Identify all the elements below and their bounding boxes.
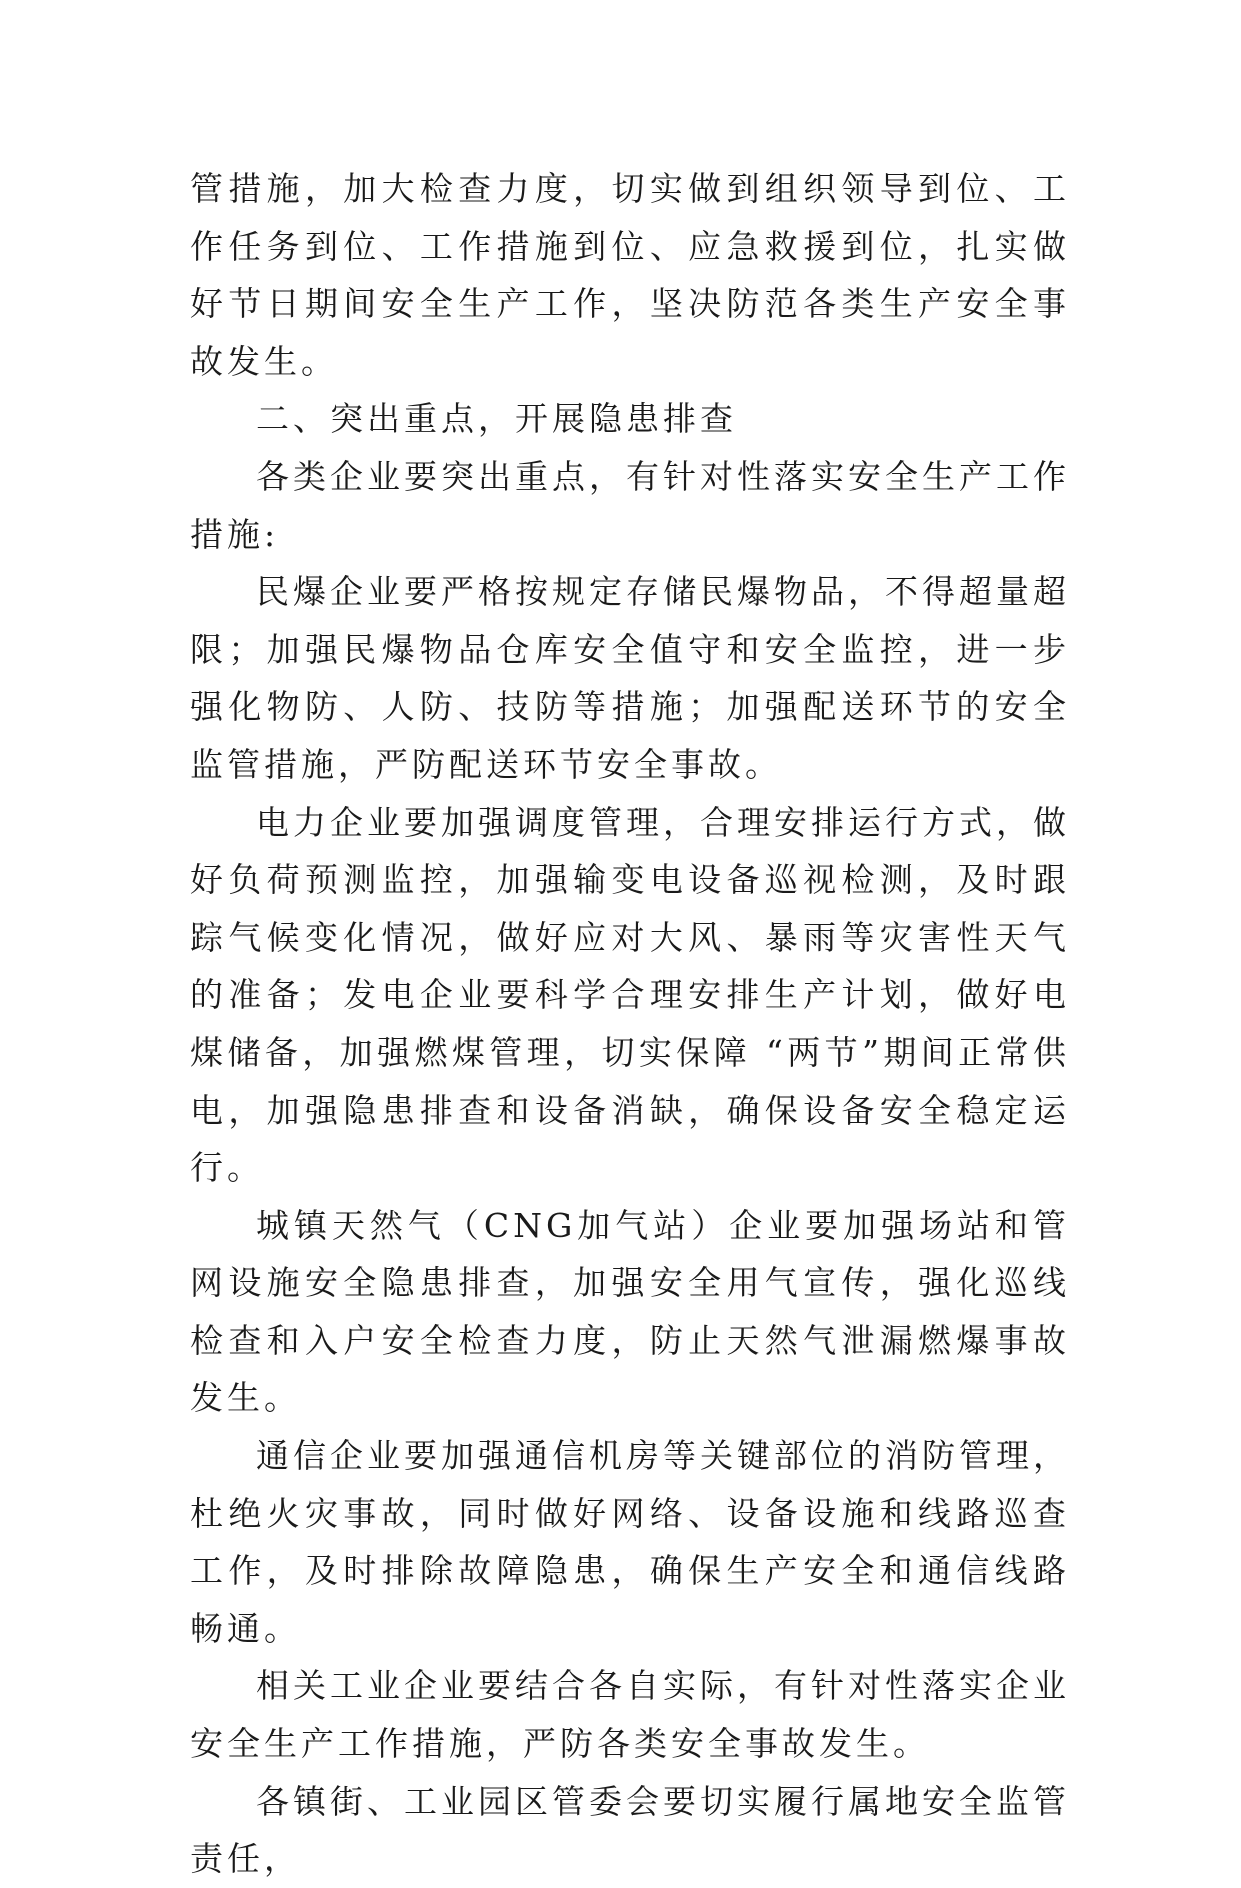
paragraph-industry: 相关工业企业要结合各自实际，有针对性落实企业安全生产工作措施，严防各类安全事故发生。: [190, 1666, 1070, 1764]
paragraph-intro: 各类企业要突出重点，有针对性落实安全生产工作措施:: [190, 456, 1070, 554]
paragraph-gas: 城镇天然气（CNG加气站）企业要加强场站和管网设施安全隐患排查，加强安全用气宣传，强化巡线检查和入户安全检查力度，防止天然气泄漏燃爆事故发生。: [190, 1205, 1070, 1418]
paragraph-continuation: 管措施，加大检查力度，切实做到组织领导到位、工作任务到位、工作措施到位、应急救援到位，扎实做好节日期间安全生产工作，坚决防范各类生产安全事故发生。: [190, 169, 1070, 381]
paragraph-power: 电力企业要加强调度管理，合理安排运行方式，做好负荷预测监控，加强输变电设备巡视检测，及时跟踪气候变化情况，做好应对大风、暴雨等灾害性天气的准备；发电企业要科学合理安排生产计划，做好电煤储备，加强燃煤管理，切实保障 “两节”期间正常供电，加强隐患排查和设备消缺，确保设备安全稳定运行。: [190, 802, 1070, 1188]
paragraph-towns: 各镇街、工业园区管委会要切实履行属地安全监管责任，: [190, 1781, 1070, 1879]
section-heading: 二、突出重点，开展隐患排查: [256, 399, 737, 439]
paragraph-explosives: 民爆企业要严格按规定存储民爆物品，不得超量超限；加强民爆物品仓库安全值守和安全监控，进一步强化物防、人防、技防等措施；加强配送环节的安全监管措施，严防配送环节安全事故。: [190, 572, 1070, 784]
paragraph-telecom: 通信企业要加强通信机房等关键部位的消防管理，杜绝火灾事故，同时做好网络、设备设施和线路巡查工作，及时排除故障隐患，确保生产安全和通信线路畅通。: [190, 1436, 1070, 1648]
document-body: [190, 160, 1070, 1888]
